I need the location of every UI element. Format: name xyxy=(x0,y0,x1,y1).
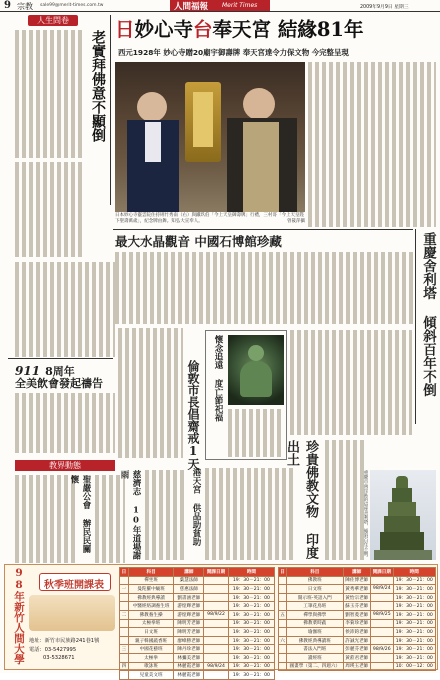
title-part-1: 妙心寺 xyxy=(134,18,194,41)
schedule-cell: 林彌美老師 xyxy=(174,653,204,662)
news-body-4 xyxy=(205,468,295,560)
schedule-header-cell: 時間 xyxy=(228,568,274,577)
schedule-cell: 98/9/25 xyxy=(370,610,393,619)
left-article-body-3 xyxy=(15,262,115,357)
schedule-cell: 禪坐班 xyxy=(128,576,174,585)
schedule-header-cell: 講師 xyxy=(174,568,204,577)
schedule-cell: 六 xyxy=(279,636,287,645)
schedule-cell: 太極拳班 xyxy=(128,619,174,628)
schedule-row xyxy=(279,636,436,645)
main-article-body xyxy=(308,62,436,227)
headline-chongqing-pagoda: 重慶舍利塔 傾斜百年不倒 xyxy=(420,232,436,397)
headline-911: 911 8周年 xyxy=(15,364,75,378)
schedule-cell xyxy=(370,576,393,585)
schedule-cell: 一 xyxy=(120,585,129,594)
schedule-cell: 中國花藝班 xyxy=(128,645,174,654)
schedule-cell xyxy=(120,576,129,585)
section-name: 宗教 xyxy=(17,2,33,11)
news-body-1 xyxy=(15,475,75,563)
schedule-cell: 10：00－12：00 xyxy=(393,662,435,671)
schedule-cell: 19：30－21：00 xyxy=(228,602,274,611)
schedule-cell: 親子韓國蔬香班 xyxy=(128,636,174,645)
schedule-cell: 蘇玉芬老師 xyxy=(343,602,370,611)
schedule-cell xyxy=(279,653,287,662)
schedule-cell xyxy=(279,662,287,671)
schedule-cell xyxy=(370,636,393,645)
schedule-cell: 佛教班 xyxy=(287,576,344,585)
schedule-header-row xyxy=(279,568,436,577)
schedule-cell: 19：30－21：00 xyxy=(393,645,435,654)
schedule-cell xyxy=(279,645,287,654)
main-title xyxy=(115,14,435,42)
schedule-row xyxy=(279,576,436,585)
header-date: 2009年9月9日 星期三 xyxy=(360,5,409,10)
schedule-row xyxy=(120,576,275,585)
schedule-cell: 慈惠法師 xyxy=(174,585,204,594)
india-article-body xyxy=(290,330,412,435)
sidebar-body xyxy=(228,409,284,457)
article-911-body xyxy=(15,393,115,453)
schedule-row xyxy=(120,645,275,654)
schedule-cell: 五 xyxy=(279,610,287,619)
schedule-cell: 98/9/24 xyxy=(370,585,393,594)
tag-life-survey: 人生問卷 xyxy=(28,15,78,26)
schedule-cell: 廖峰勝老師 xyxy=(174,636,204,645)
schedule-cell: 19：30－21：00 xyxy=(228,636,274,645)
schedule-header-cell: 日 xyxy=(279,568,287,577)
schedule-cell xyxy=(279,593,287,602)
schedule-cell xyxy=(120,619,129,628)
schedule-cell: 19：30－21：00 xyxy=(228,628,274,637)
schedule-cell xyxy=(370,662,393,671)
sidebar-box xyxy=(205,330,287,460)
schedule-cell: 19：30－21：00 xyxy=(393,628,435,637)
schedule-row xyxy=(120,662,275,671)
schedule-row xyxy=(120,671,275,680)
photo-credit: 曾筱萍攝 xyxy=(287,219,305,224)
main-subtitle: 西元1928年 妙心寺贈20廟宇御壽牌 奉天宮達令力保文物 今完整呈現 xyxy=(118,48,349,57)
schedule-cell: 曼陀羅中級班 xyxy=(128,585,174,594)
schedule-cell: 19：30－21：00 xyxy=(393,653,435,662)
tag-religious-news: 教界動態 xyxy=(15,460,115,471)
page-header xyxy=(0,0,440,12)
schedule-cell: 佛教養生操 xyxy=(128,610,174,619)
schedule-cell xyxy=(279,576,287,585)
schedule-cell: 太極拳 xyxy=(128,653,174,662)
schedule-phone-1: 電話：03-5427995 xyxy=(29,647,77,653)
schedule-cell xyxy=(120,593,129,602)
schedule-cell: 劉書涵老師 xyxy=(174,593,204,602)
news-item-1: 聖嚴公會 辦民民關懷 xyxy=(69,475,91,553)
schedule-cell: 佛教經典導讀班 xyxy=(287,636,344,645)
schedule-cell: 黃秀華老師 xyxy=(343,585,370,594)
schedule-cell: 彭麗芬老師 xyxy=(343,645,370,654)
schedule-row xyxy=(279,628,436,637)
schedule-cell: 佛教經典導讀 xyxy=(128,593,174,602)
schedule-header-cell: 講師 xyxy=(343,568,370,577)
temple-graphic xyxy=(29,595,115,631)
schedule-address: 地址：新竹市民族路241巷1號 xyxy=(29,638,100,644)
schedule-cell: 游煌輝老師 xyxy=(174,602,204,611)
schedule-cell xyxy=(279,619,287,628)
schedule-cell: 佛教菜時蔬 xyxy=(287,619,344,628)
page-number: 9 xyxy=(4,0,11,11)
schedule-cell xyxy=(120,653,129,662)
pagoda-photo xyxy=(370,470,436,560)
schedule-cell: 歌詠班 xyxy=(128,662,174,671)
schedule-cell xyxy=(204,593,229,602)
schedule-cell: 日文班 xyxy=(287,585,344,594)
schedule-row xyxy=(279,645,436,654)
schedule-cell: 三 xyxy=(120,645,129,654)
schedule-cell xyxy=(204,619,229,628)
schedule-cell xyxy=(204,585,229,594)
main-photo xyxy=(115,62,305,212)
headline-crystal-guanyin: 最大水晶觀音 中國石博館珍藏 xyxy=(115,234,282,249)
news-item-3: 港天宮 供品助貧助 xyxy=(191,468,201,546)
schedule-cell: 侯沛鈞老師 xyxy=(343,628,370,637)
schedule-phone-2: 03-5328671 xyxy=(43,655,75,661)
schedule-header-cell: 開課日期 xyxy=(370,568,393,577)
schedule-cell: 李菊珍老師 xyxy=(343,619,370,628)
title-red-char: 台 xyxy=(193,18,213,41)
schedule-cell xyxy=(204,645,229,654)
logo-text: 人間福報 xyxy=(174,2,209,12)
schedule-cell xyxy=(370,628,393,637)
headline-london-mayor: 倫敦市長倡齋戒1天 xyxy=(186,360,200,470)
pagoda-caption: 重慶市南岸區的這座舍利塔，傾斜百年不倒。 xyxy=(363,470,368,560)
schedule-row xyxy=(120,610,275,619)
schedule-cell: 陳丹珍老師 xyxy=(174,645,204,654)
schedule-cell: 四 xyxy=(120,662,129,671)
schedule-row xyxy=(279,653,436,662)
title-prefix: 日 xyxy=(115,18,135,41)
header-email: sale99@merit-times.com.tw xyxy=(40,3,104,8)
schedule-cell: 98/9/24 xyxy=(204,662,229,671)
schedule-cell xyxy=(370,593,393,602)
schedule-row xyxy=(279,619,436,628)
headline-memorial: 懷念追遠 度亡節祀福 xyxy=(213,335,223,422)
schedule-cell: 周瑛玉老師 xyxy=(343,662,370,671)
schedule-cell: 兒童美文班 xyxy=(128,671,174,680)
schedule-cell: 許誠光老師 xyxy=(343,636,370,645)
schedule-cell: 陳佐博老師 xyxy=(343,576,370,585)
schedule-cell: 葉慧法師 xyxy=(174,576,204,585)
schedule-row xyxy=(120,593,275,602)
schedule-cell: 讀經班 xyxy=(287,653,344,662)
schedule-cell: 日文班 xyxy=(128,628,174,637)
schedule-cell xyxy=(120,636,129,645)
schedule-cell: 98/9/22 xyxy=(204,610,229,619)
schedule-row xyxy=(279,593,436,602)
schedule-cell: 19：30－21：00 xyxy=(393,585,435,594)
headline-buddha-worship: 老實拜佛意不顯倒 xyxy=(90,30,106,142)
schedule-header-cell: 時間 xyxy=(393,568,435,577)
schedule-cell: 中醫經絡調養生班 xyxy=(128,602,174,611)
schedule-banner: 秋季班開課表 xyxy=(39,573,111,591)
schedule-cell xyxy=(204,671,229,680)
schedule-cell: 19：30－21：00 xyxy=(228,593,274,602)
schedule-cell: 19：30－21：00 xyxy=(393,593,435,602)
schedule-cell: 19：30－21：00 xyxy=(393,619,435,628)
schedule-row xyxy=(279,610,436,619)
schedule-cell: 19：30－21：00 xyxy=(393,576,435,585)
main-photo-caption: 日本妙心寺靈雲院住持則竹秀南（右）與鐵玖伯「今上天皇御壽牌」行禮，三村哥「今上天皇陛下聖壽萬歲」，紀念牌由舞。知弘大宣奉人。 曾筱萍攝 xyxy=(115,213,305,224)
logo-en: Merit Times xyxy=(222,2,258,9)
masthead-logo xyxy=(170,0,270,11)
schedule-table-left xyxy=(119,567,275,678)
schedule-cell xyxy=(120,602,129,611)
schedule-header-cell: 開課日期 xyxy=(204,568,229,577)
schedule-cell: 黃怡宗老師 xyxy=(343,593,370,602)
schedule-cell: 開示班-英語入門 xyxy=(287,593,344,602)
schedule-row xyxy=(120,585,275,594)
schedule-cell: 陳明芳老師 xyxy=(174,628,204,637)
schedule-cell: 19：30－21：00 xyxy=(393,610,435,619)
schedule-row xyxy=(279,662,436,671)
schedule-cell: 陳明芳老師 xyxy=(174,619,204,628)
crystal-article-body xyxy=(115,252,415,324)
schedule-cell: 98/9/26 xyxy=(370,645,393,654)
schedule-cell xyxy=(204,628,229,637)
schedule-side-title: 98年新竹人間大學 xyxy=(13,567,25,665)
schedule-row xyxy=(279,602,436,611)
schedule-cell xyxy=(370,602,393,611)
schedule-cell: 19：30－21：00 xyxy=(228,653,274,662)
schedule-cell: 禪學與佛學 xyxy=(287,610,344,619)
schedule-cell: 二 xyxy=(120,610,129,619)
schedule-cell: 19：30－21：00 xyxy=(393,636,435,645)
news-body-2 xyxy=(95,475,125,563)
london-article-body xyxy=(118,328,183,458)
schedule-table-right xyxy=(278,567,436,669)
schedule-cell xyxy=(120,671,129,680)
schedule-row xyxy=(120,619,275,628)
schedule-cell: 19：30－21：00 xyxy=(228,610,274,619)
schedule-cell xyxy=(279,628,287,637)
schedule-cell: 黃蒞君老師 xyxy=(343,653,370,662)
schedule-cell: 19：30－21：00 xyxy=(228,619,274,628)
schedule-cell: 19：30－21：00 xyxy=(228,645,274,654)
schedule-cell: 書法入門班 xyxy=(287,645,344,654)
schedule-cell: 19：30－21：00 xyxy=(228,671,274,680)
schedule-row xyxy=(120,628,275,637)
schedule-row xyxy=(120,636,275,645)
schedule-cell xyxy=(204,636,229,645)
schedule-cell xyxy=(279,585,287,594)
schedule-cell: 國畫學（第二、四週六） xyxy=(287,662,344,671)
schedule-cell: 19：30－21：00 xyxy=(228,585,274,594)
schedule-cell xyxy=(204,653,229,662)
left-article-body-1 xyxy=(15,30,83,158)
schedule-cell: 林麗霞老師 xyxy=(174,671,204,680)
schedule-header-cell: 日 xyxy=(120,568,129,577)
schedule-header-row xyxy=(120,568,275,577)
schedule-cell xyxy=(370,653,393,662)
schedule-cell: 19：30－21：00 xyxy=(228,576,274,585)
schedule-cell: 瑜伽班 xyxy=(287,628,344,637)
schedule-header-cell: 科目 xyxy=(128,568,174,577)
schedule-cell: 19：30－21：00 xyxy=(393,602,435,611)
schedule-row xyxy=(120,653,275,662)
schedule-row xyxy=(120,602,275,611)
headline-911-sub: 全美飲會發起禱告 xyxy=(15,377,103,390)
schedule-cell xyxy=(204,602,229,611)
schedule-cell xyxy=(370,619,393,628)
schedule-cell: 工筆花鳥班 xyxy=(287,602,344,611)
schedule-cell: 劉智菱老師 xyxy=(343,610,370,619)
schedule-header-cell: 科目 xyxy=(287,568,344,577)
schedule-cell: 林麗霞老師 xyxy=(174,662,204,671)
india-article-body-2 xyxy=(325,440,365,560)
schedule-cell xyxy=(204,576,229,585)
schedule-cell: 19：30－21：00 xyxy=(228,662,274,671)
schedule-cell xyxy=(120,628,129,637)
schedule-cell xyxy=(279,602,287,611)
news-item-2: 慈濟志 10年道場謝雨 xyxy=(119,470,141,560)
title-part-2: 奉天宮 結緣81年 xyxy=(212,18,364,41)
left-article-body-2 xyxy=(15,162,83,257)
schedule-row xyxy=(279,585,436,594)
schedule-ad xyxy=(4,564,438,678)
headline-india-relics: 珍貴佛教文物 印度出土 xyxy=(284,440,318,559)
schedule-cell: 游煌輝老師 xyxy=(174,610,204,619)
buddha-photo xyxy=(228,335,284,405)
news-body-3 xyxy=(145,470,185,560)
